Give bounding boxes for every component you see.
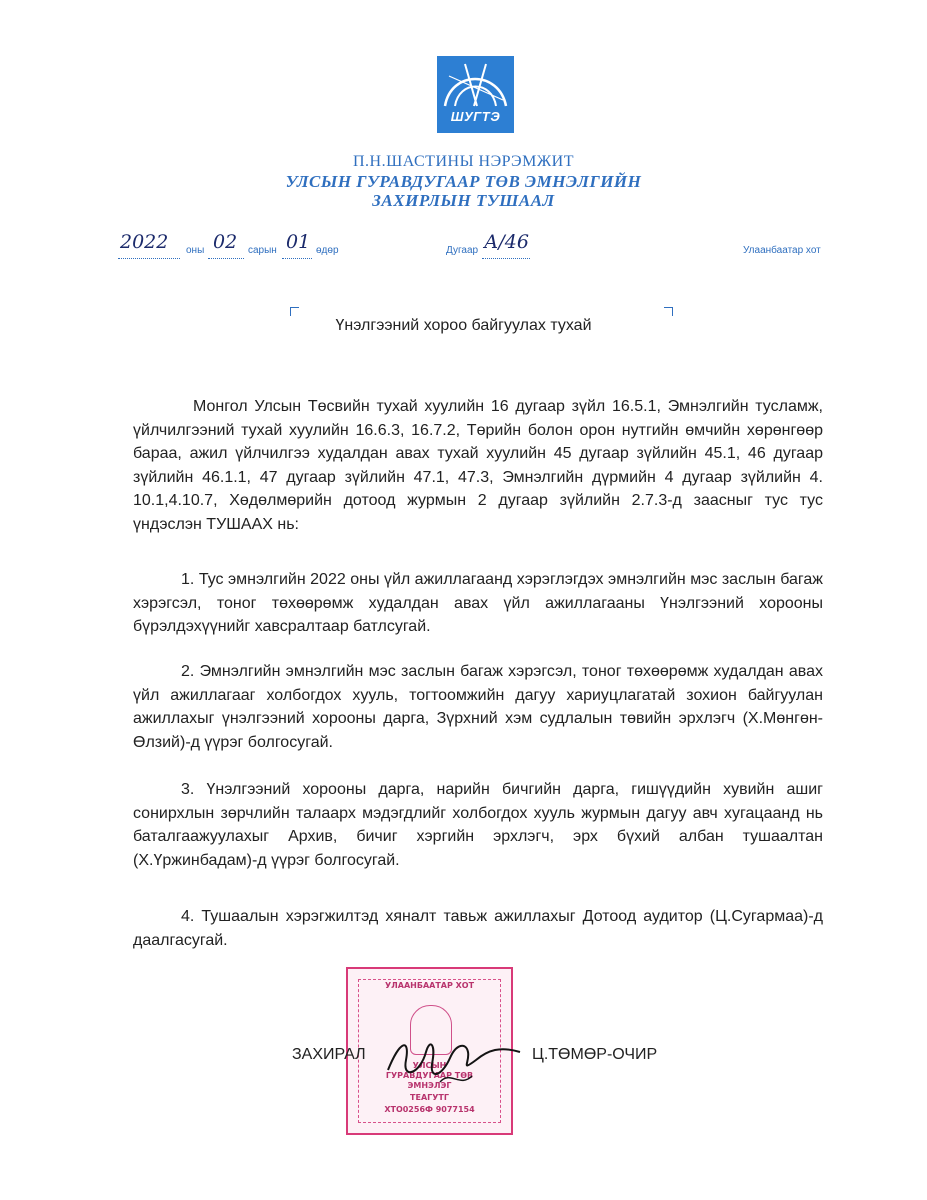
logo-text: ШУГТЭ — [450, 109, 501, 124]
order-item-2: 2. Эмнэлгийн эмнэлгийн мэс заслын багаж хэрэгсэл, тоног төхөөрөмж худалдан авах үйл ажиллагааг холбогдох хууль, тогтоомжийн дагуу хариуцлагатай зохион байгуулан ажиллахыг үнэлгээний хорооны дарга, Зүрхний хэм судлалын төвийн эрхлэгч (Х.Мөнгөн-Өлзий)-д үүрэг болгосугай. — [133, 663, 823, 751]
order-meta-row — [0, 231, 927, 261]
handwritten-year: 2022 — [120, 231, 169, 253]
number-underline — [482, 258, 530, 259]
header-title: ЗАХИРЛЫН ТУШААЛ — [372, 191, 555, 210]
city-label: Улаанбаатар хот — [743, 245, 821, 256]
stamp-line-2: ГУРАВДУГААР ТӨВ — [385, 1071, 474, 1080]
subject-corner-left — [290, 307, 299, 316]
stamp-top-text: УЛААНБААТАР ХОТ — [384, 981, 475, 990]
stamp-line-4: ТЕАГУТГ — [410, 1093, 449, 1102]
signatory-title: ЗАХИРАЛ — [292, 1046, 366, 1063]
intro-paragraph: Монгол Улсын Төсвийн тухай хуулийн 16 дугаар зүйл 16.5.1, Эмнэлгийн тусламж, үйлчилгээний тухай хуулийн 16.6.3, 16.7.2, Төрийн болон орон нутгийн өмчийн хөрөнгөөр бараа, ажил үйлчилгээ худалдан авах тухай хуулийн 45 дугаар зүйлийн 45.1, 46 дугаар зүйлийн 46.1.1, 47 дугаар зүйлийн 47.1, 47.3, Эмнэлгийн дүрмийн 4 дугаар зүйлийн 4. 10.1,4.10.7, Хөдөлмөрийн дотоод журмын 2 дугаар зүйлийн 2.7.3-д заасныг тус тус үндэслэн ТУШААХ нь: — [133, 398, 823, 533]
year-underline — [118, 258, 180, 259]
subject-corner-right — [664, 307, 673, 316]
day-underline — [282, 258, 312, 259]
order-item-1: 1. Тус эмнэлгийн 2022 оны үйл ажиллагаанд хэрэглэгдэх эмнэлгийн мэс заслын багаж хэрэгсэл, тоног төхөөрөмж худалдан авах үйл ажиллагааны Үнэлгээний хорооны бүрэлдэхүүнийг хавсралтаар батлсугай. — [133, 571, 823, 635]
day-label: өдөр — [316, 245, 339, 256]
order-item-3: 3. Үнэлгээний хорооны дарга, нарийн бичгийн дарга, гишүүдийн хувийн ашиг сонирхлын зөрчлийн талаарх мэдэгдлийг холбогдох хууль журмын дагуу авч хугацаанд нь баталгаажуулахыг Архив, бичиг хэргийн эрхлэгч, эрх бүхий албан тушаалтан (Х.Үржинбадам)-д үүрэг болгосугай. — [133, 781, 823, 869]
month-label: сарын — [248, 245, 277, 256]
order-subject: Үнэлгээний хороо байгуулах тухай — [335, 317, 592, 334]
handwritten-signature — [380, 1030, 530, 1090]
order-item-4: 4. Тушаалын хэрэгжилтэд хяналт тавьж ажиллахыг Дотоод аудитор (Ц.Сугармаа)-д даалгасугай. — [133, 908, 823, 949]
number-label: Дугаар — [446, 245, 479, 256]
month-underline — [208, 258, 244, 259]
header-line-1: П.Н.ШАСТИНЫ НЭРЭМЖИТ — [353, 153, 574, 170]
signatory-name: Ц.ТӨМӨР-ОЧИР — [532, 1046, 658, 1063]
hospital-logo — [437, 56, 514, 133]
handwritten-order-number: А/46 — [484, 231, 529, 253]
stamp-line-1: УЛСЫН — [412, 1061, 447, 1070]
stamp-line-5: ХТО0256Ф 9077154 — [384, 1105, 475, 1114]
handwritten-day: 01 — [286, 231, 311, 253]
handwritten-month: 02 — [213, 231, 238, 253]
header-line-2: УЛСЫН ГУРАВДУГААР ТӨВ ЭМНЭЛГИЙН — [285, 172, 642, 191]
stamp-line-3: ЭМНЭЛЭГ — [407, 1081, 452, 1090]
year-label: оны — [186, 245, 205, 256]
